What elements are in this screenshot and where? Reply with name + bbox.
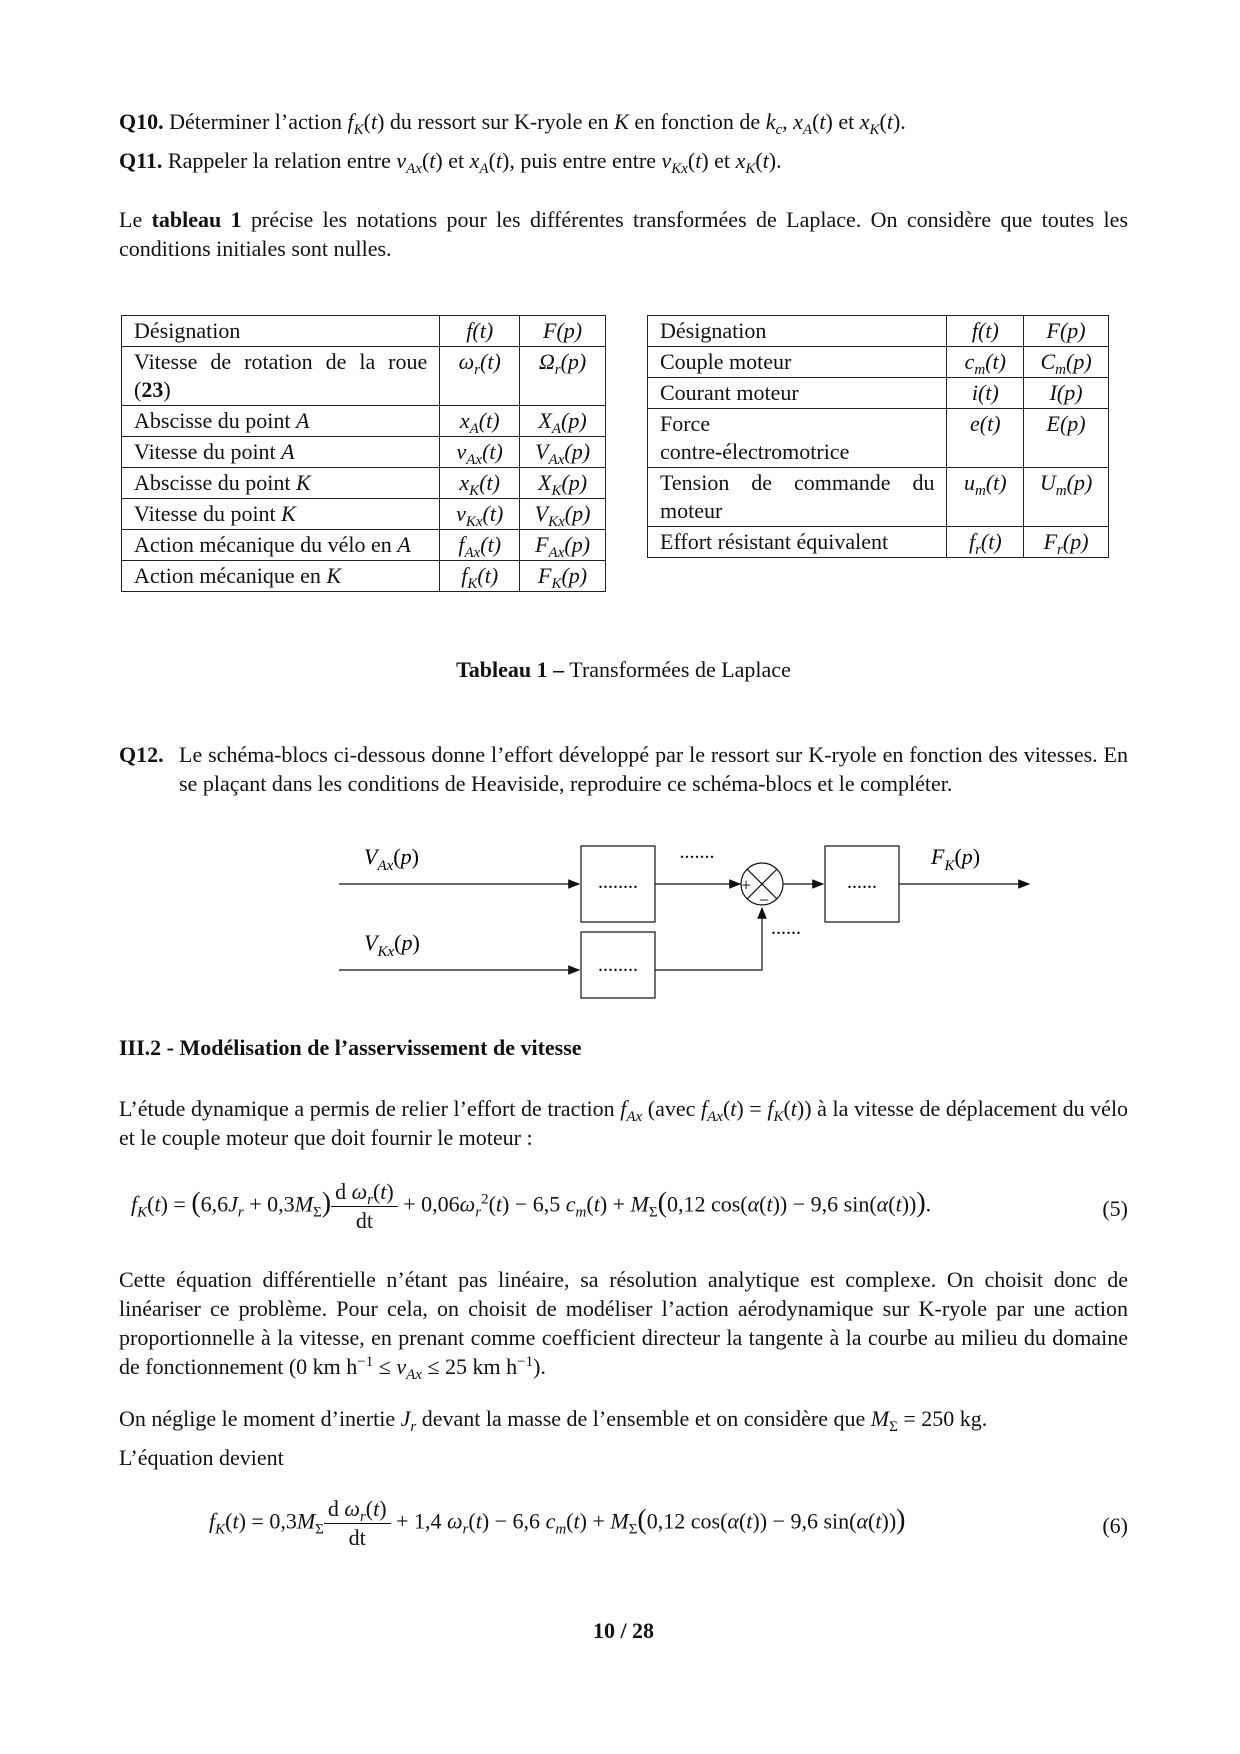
table-row: Vitesse de rotation de la roue (23) $\omega_r(t)$ $\Omega_r(p)$ — [122, 347, 606, 406]
table-row: Action mécanique du vélo en A $f_{Ax}(t)$ $F_{Ax}(p)$ — [122, 530, 606, 561]
paragraph-equation-intro: L’équation devient — [119, 1445, 284, 1470]
input1-label: $V_{Ax}(p)$ — [364, 844, 419, 874]
paragraph-linearisation: Cette équation différentielle n’étant pas linéaire, sa résolution analytique est complexe. On choisit donc de linéariser ce problème. Pour cela, on choisit de modéliser l’action aérodynamique sur K-ryole par une action proportionnelle à la vitesse, en prenant comme coefficient directeur la tangente à la courbe au milieu du domaine de fonctionnement (0 km $h^{-1} \le v_{Ax} \le 25$ km $h^{-1}$). — [119, 1267, 1128, 1383]
minus-sign: − — [759, 890, 770, 910]
q11-label: Q11. — [119, 148, 163, 173]
equation-6: $f_K(t) = 0,3M_\Sigma$ $\frac{d \omega_r(t)}{dt}$ + 1,4 $\omega_r(t) - 6,6$ $c_m(t) + M_\Sigma(0,12$ cos(α(t)) − 9,6 sin(α(t))) (6) — [209, 1496, 1128, 1550]
block-output-text: ...... — [847, 871, 877, 893]
block2-to-sum-arrow — [655, 908, 762, 970]
q12-text: Le schéma-blocs ci-dessous donne l’effort développé par le ressort sur K-ryole en fonction des vitesses. En se plaçant dans les conditions de Heaviside, reproduire ce schéma-blocs et le compléter. — [179, 742, 1128, 796]
question-q10: Q10. Déterminer l’action $f_K(t)$ du ressort sur K-ryole en K en fonction de $k_c$, $x_A(t)$ et $x_K(t)$. — [119, 109, 906, 138]
block-diagram — [339, 830, 1059, 1000]
table-row: Abscisse du point A $x_A(t)$ $X_A(p)$ — [122, 406, 606, 437]
table-row: Vitesse du point A $v_{Ax}(t)$ $V_{Ax}(p)$ — [122, 437, 606, 468]
table-laplace-right — [647, 315, 1109, 558]
table-row: Force contre-électromotrice e(t) E(p) — [648, 409, 1109, 468]
input2-label: $V_{Kx}(p)$ — [364, 930, 420, 960]
output-label: $F_K(p)$ — [931, 844, 981, 874]
table-row: Effort résistant équivalent $f_r(t)$ $F_r(p)$ — [648, 527, 1109, 558]
table-laplace-left — [121, 315, 606, 592]
paragraph-dynamics: L’étude dynamique a permis de relier l’effort de traction $f_{Ax}$ (avec $f_{Ax}(t) = f_K(t)$) à la vitesse de déplacement du vélo et le couple moteur que doit fournir le moteur : — [119, 1096, 1129, 1150]
page-number: 10 / 28 — [592, 1618, 655, 1643]
table-row: Couple moteur $c_m(t)$ $C_m(p)$ — [648, 347, 1109, 378]
equation-5: $f_K(t) = (6,6J_r + 0,3M_\Sigma)$ $\frac{d \omega_r(t)}{dt}$ + $0,06\omega_r^2(t) - 6,5$ $c_m(t) + M_\Sigma(0,12$ cos(α(t)) − 9,6 sin(α(t))). (5) — [131, 1179, 1128, 1233]
equation-5-number: (5) — [1102, 1196, 1128, 1221]
table-caption: Tableau 1 – Transformées de Laplace — [456, 657, 791, 682]
table-row: Vitesse du point K $v_{Kx}(t)$ $V_{Kx}(p)$ — [122, 499, 606, 530]
table-header-row: Désignation f(t) F(p) — [122, 316, 606, 347]
equation-6-number: (6) — [1102, 1513, 1128, 1538]
q10-label: Q10. — [119, 109, 164, 134]
paragraph-hypothesis: On néglige le moment d’inertie $J_r$ devant la masse de l’ensemble et on considère que $M_\Sigma = 250$ kg. — [119, 1406, 988, 1435]
block-2-text: ........ — [598, 954, 638, 976]
intro-paragraph: Le tableau 1 précise les notations pour les différentes transformées de Laplace. On considère que toutes les conditions initiales sont nulles. — [119, 207, 1128, 261]
table-header-row: Désignation f(t) F(p) — [648, 316, 1109, 347]
plus-sign: + — [741, 875, 752, 895]
section-title: III.2 - Modélisation de l’asservissement de vitesse — [119, 1035, 582, 1060]
table-row: Tension de commande du moteur $u_m(t)$ $U_m(p)$ — [648, 468, 1109, 527]
signal-dots-2: ...... — [771, 917, 801, 939]
question-q11: Q11. Rappeler la relation entre $v_{Ax}(t)$ et $x_A(t)$, puis entre entre $v_{Kx}(t)$ et $x_K(t)$. — [119, 148, 782, 177]
signal-dots-1: ....... — [679, 841, 715, 863]
block-1-text: ........ — [598, 871, 638, 893]
table-row: Action mécanique en K $f_K(t)$ $F_K(p)$ — [122, 561, 606, 592]
table-row: Abscisse du point K $x_K(t)$ $X_K(p)$ — [122, 468, 606, 499]
table-row: Courant moteur i(t) I(p) — [648, 378, 1109, 409]
question-q12 — [119, 740, 1128, 798]
q12-label: Q12. — [119, 742, 164, 767]
